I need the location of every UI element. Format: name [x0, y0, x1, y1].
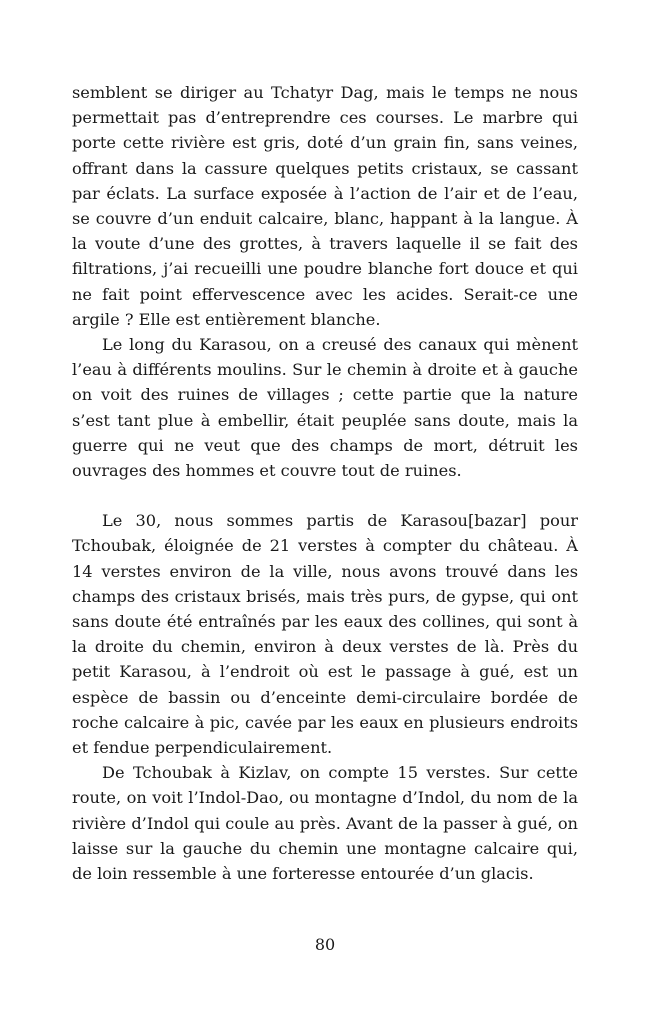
paragraph-karasou-canals: Le long du Karasou, on a creusé des canaux qui mènent l’eau à différents moulins. Sur le chemin à droite et à gauche on voit des ruines de villages ; cette partie que la nature s’est tant plue à embellir, était peuplée sans doute, mais la guerre qui ne veut que des champs de mort, détruit les ouvrages des hommes et couvre tout de ruines.	[72, 335, 578, 481]
section-gap	[72, 483, 578, 508]
paragraph-continuation: semblent se diriger au Tchatyr Dag, mais le temps ne nous permettait pas d’entreprendre ces courses. Le marbre qui porte cette rivière est gris, doté d’un grain fin, sans veines, offrant dans la cassure quelques petits cristaux, se cassant par éclats. La surface exposée à l’action de l’air et de l’eau, se couvre d’un enduit calcaire, blanc, happant à la langue. À la voute d’une des grottes, à travers laquelle il se fait des filtrations, j’ai recueilli une poudre blanche fort douce et qui ne fait point effervescence avec les acides. Serait-ce une argile ? Elle est entièrement blanche.	[72, 83, 578, 329]
paragraph-kizlav-route: De Tchoubak à Kizlav, on compte 15 verstes. Sur cette route, on voit l’Indol-Dao, ou montagne d’Indol, du nom de la rivière d’Indol qui coule au près. Avant de la passer à gué, on laisse sur la gauche du chemin une montagne calcaire qui, de loin ressemble à une forteresse entourée d’un glacis.	[72, 763, 578, 884]
page-number: 80	[314, 935, 336, 954]
page-body	[72, 80, 578, 886]
paragraph-departure-tchoubak: Le 30, nous sommes partis de Karasou[bazar] pour Tchoubak, éloignée de 21 verstes à compter du château. À 14 verstes environ de la ville, nous avons trouvé dans les champs des cristaux brisés, mais très purs, de gypse, qui ont sans doute été entraînés par les eaux des collines, qui sont à la droite du chemin, environ à deux verstes de là. Près du petit Karasou, à l’endroit où est le passage à gué, est un espèce de bassin ou d’enceinte demi-circulaire bordée de roche calcaire à pic, cavée par les eaux en plusieurs endroits et fendue perpendiculairement.	[72, 511, 578, 758]
